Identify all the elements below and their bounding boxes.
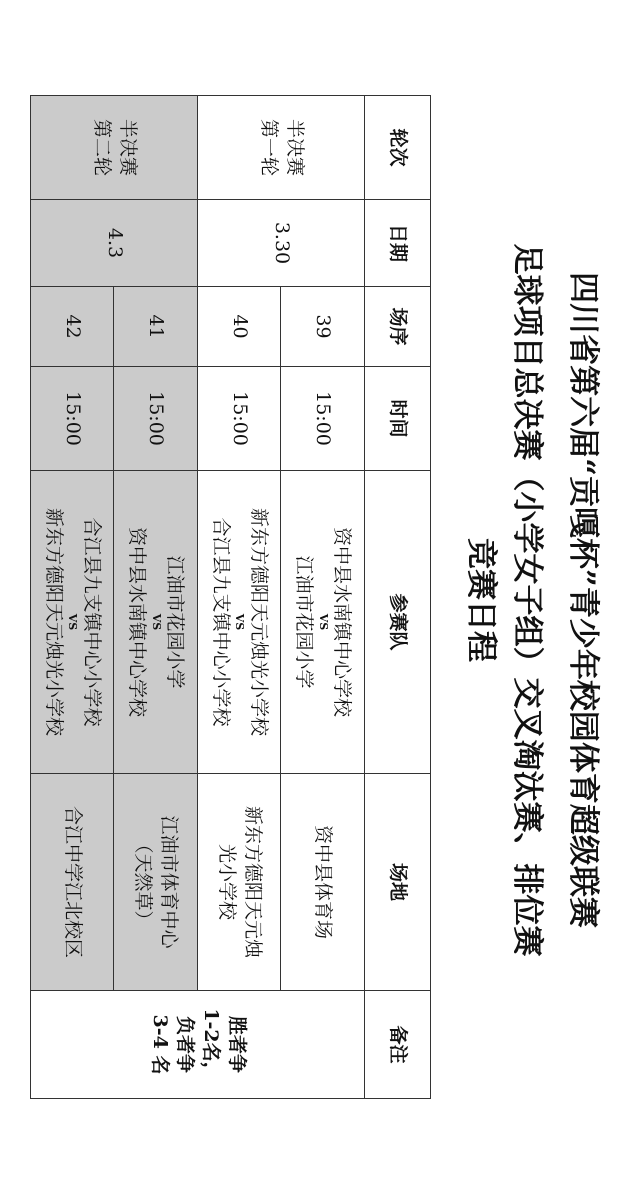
note-line: 1-2名， (200, 1008, 223, 1081)
team-b: 江油市花园小学 (293, 555, 316, 689)
vs-label: VS (66, 613, 80, 631)
note-line: 胜者争 (225, 1015, 248, 1073)
header-teams: 参赛队 (365, 471, 431, 774)
venue-cell (198, 774, 281, 991)
match-no-cell: 40 (198, 287, 281, 367)
time-cell: 15:00 (198, 367, 281, 471)
round-line: 第二轮 (91, 118, 113, 176)
header-match-no: 场序 (365, 287, 431, 367)
schedule-table (30, 95, 431, 1099)
header-venue: 场地 (365, 774, 431, 991)
time-cell: 15:00 (281, 367, 365, 471)
note-line: 3-4 名 (148, 1014, 171, 1075)
header-round: 轮次 (365, 96, 431, 200)
header-date: 日期 (365, 200, 431, 287)
team-a: 江油市花园小学 (164, 555, 187, 689)
table-row (114, 96, 198, 1099)
date-cell: 3.30 (198, 200, 365, 287)
round-cell (198, 96, 365, 200)
table-row (281, 96, 365, 1099)
time-cell: 15:00 (114, 367, 198, 471)
match-no-cell: 41 (114, 287, 198, 367)
venue-cell: 资中县体育场 (281, 774, 365, 991)
round-line: 半决赛 (116, 118, 139, 176)
venue-line: （天然草） (132, 834, 155, 930)
venue-line: 光小学校 (216, 843, 238, 920)
round-cell (31, 96, 198, 200)
venue-line: 新东方德阳天元烛 (241, 805, 264, 958)
venue-line: 江油市体育中心 (158, 815, 181, 949)
time-cell: 15:00 (31, 367, 114, 471)
date-cell: 4.3 (31, 200, 198, 287)
vs-label: VS (233, 613, 247, 631)
header-row (365, 96, 431, 1099)
match-no-cell: 39 (281, 287, 365, 367)
venue-cell: 合江中学江北校区 (31, 774, 114, 991)
teams-cell (281, 471, 365, 774)
note-line: 负者争 (174, 1015, 197, 1073)
round-line: 第一轮 (258, 118, 280, 176)
team-a: 合江县九支镇中心小学校 (80, 517, 103, 727)
team-b: 新东方德阳天元烛光小学校 (42, 507, 65, 736)
team-b: 合江县九支镇中心小学校 (209, 517, 232, 727)
teams-cell (198, 471, 281, 774)
vs-label: VS (316, 613, 330, 631)
title-line-2: 足球项目总决赛（小学女子组）交叉淘汰赛、排位赛 (509, 243, 545, 957)
team-a: 资中县水南镇中心学校 (331, 526, 354, 717)
venue-cell (114, 774, 198, 991)
title-line-3: 竞赛日程 (463, 538, 499, 662)
teams-cell (114, 471, 198, 774)
header-time: 时间 (365, 367, 431, 471)
title-line-1: 四川省第六届“贡嘎杯”青少年校园体育超级联赛 (565, 272, 601, 928)
team-a: 新东方德阳天元烛光小学校 (247, 507, 270, 736)
match-no-cell: 42 (31, 287, 114, 367)
round-line: 半决赛 (283, 118, 306, 176)
team-b: 资中县水南镇中心学校 (126, 526, 149, 717)
teams-cell (31, 471, 114, 774)
header-note: 备注 (365, 991, 431, 1099)
vs-label: VS (149, 613, 163, 631)
note-cell (31, 991, 365, 1099)
